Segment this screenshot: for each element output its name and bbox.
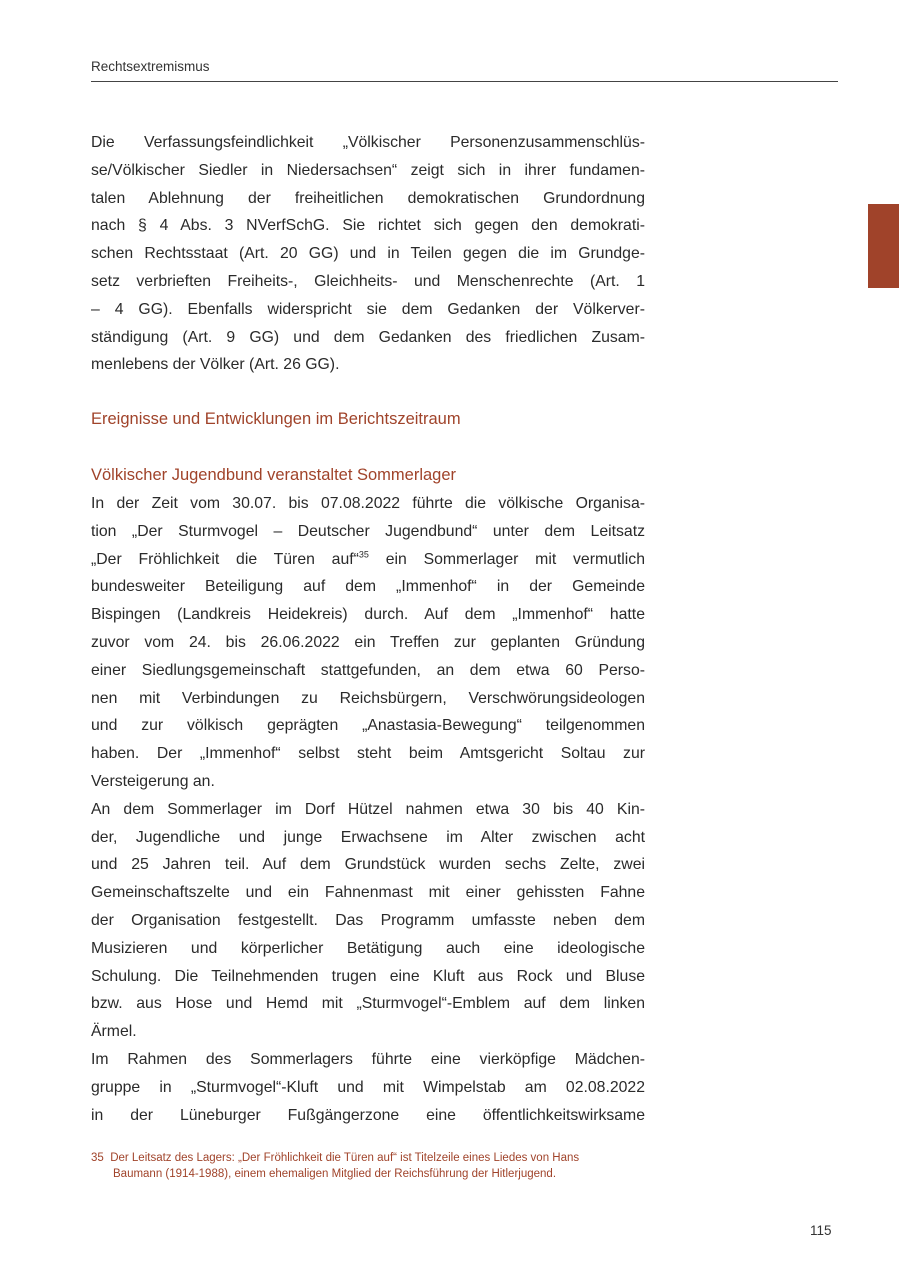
page-number: 115 bbox=[810, 1223, 832, 1238]
text-line: se/Völkischer Siedler in Niedersachsen“ zeigt sich in ihrer fundamen- bbox=[91, 161, 645, 179]
footnote-number: 35 bbox=[91, 1152, 104, 1164]
text-line: In der Zeit vom 30.07. bis 07.08.2022 führte die völkische Organisa- bbox=[91, 495, 645, 512]
chapter-tab-marker bbox=[868, 204, 899, 288]
text-line: nen mit Verbindungen zu Reichsbürgern, Verschwörungsideologen bbox=[91, 689, 645, 707]
text-line: Musizieren und körperlicher Betätigung auch eine ideologische bbox=[91, 939, 645, 957]
text-line: der, Jugendliche und junge Erwachsene im Alter zwischen acht bbox=[91, 828, 645, 846]
text-line: Die Verfassungsfeindlichkeit „Völkischer Personenzusammenschlüs- bbox=[91, 134, 645, 151]
footnote bbox=[91, 1150, 651, 1182]
text-line: Ärmel. bbox=[91, 1023, 137, 1041]
text-line bbox=[91, 546, 645, 574]
text-line: menlebens der Völker (Art. 26 GG). bbox=[91, 356, 340, 374]
text-line: nach § 4 Abs. 3 NVerfSchG. Sie richtet sich gegen den demokrati- bbox=[91, 217, 645, 235]
running-header: Rechtsextremismus bbox=[91, 59, 210, 74]
text-line: zuvor vom 24. bis 26.06.2022 ein Treffen zur geplanten Gründung bbox=[91, 633, 645, 651]
header-rule bbox=[91, 81, 838, 82]
text-line: und zur völkisch geprägten „Anastasia-Bewegung“ teilgenommen bbox=[91, 717, 645, 735]
text-line: setz verbrieften Freiheits-, Gleichheits- und Menschenrechte (Art. 1 bbox=[91, 272, 645, 290]
text-line: Gemeinschaftszelte und ein Fahnenmast mit einer gehissten Fahne bbox=[91, 884, 645, 902]
text-line: bundesweiter Beteiligung auf dem „Immenhof“ in der Gemeinde bbox=[91, 578, 645, 596]
text-line: und 25 Jahren teil. Auf dem Grundstück wurden sechs Zelte, zwei bbox=[91, 856, 645, 874]
subsection-heading: Völkischer Jugendbund veranstaltet Sommerlager bbox=[91, 466, 457, 484]
text-line: haben. Der „Immenhof“ selbst steht beim Amtsgericht Soltau zur bbox=[91, 745, 645, 763]
footnote-text: Der Leitsatz des Lagers: „Der Fröhlichkeit die Türen auf“ ist Titelzeile eines Liedes von Hans bbox=[110, 1152, 580, 1164]
text-line: Im Rahmen des Sommerlagers führte eine vierköpfige Mädchen- bbox=[91, 1050, 645, 1068]
text-line: einer Siedlungsgemeinschaft stattgefunden, an dem etwa 60 Perso- bbox=[91, 661, 645, 679]
text-line: schen Rechtsstaat (Art. 20 GG) und in Teilen gegen die im Grundge- bbox=[91, 245, 645, 263]
text-line: ständigung (Art. 9 GG) und dem Gedanken des friedlichen Zusam- bbox=[91, 328, 645, 346]
text-line: talen Ablehnung der freiheitlichen demokratischen Grundordnung bbox=[91, 189, 645, 207]
text-line: tion „Der Sturmvogel – Deutscher Jugendbund“ unter dem Leitsatz bbox=[91, 522, 645, 540]
text-line: – 4 GG). Ebenfalls widerspricht sie dem Gedanken der Völkerver- bbox=[91, 300, 645, 318]
text-line: An dem Sommerlager im Dorf Hützel nahmen etwa 30 bis 40 Kin- bbox=[91, 800, 645, 818]
text-line: bzw. aus Hose und Hemd mit „Sturmvogel“-Emblem auf dem linken bbox=[91, 995, 645, 1013]
footnote-ref[interactable]: 35 bbox=[358, 549, 369, 560]
text-line: der Organisation festgestellt. Das Programm umfasste neben dem bbox=[91, 911, 645, 929]
text-line: Versteigerung an. bbox=[91, 772, 215, 790]
quote-text: „Der Fröhlichkeit die Türen auf“ bbox=[91, 550, 359, 568]
paragraph-summer-camp bbox=[91, 490, 645, 1129]
text-line: in der Lüneburger Fußgängerzone eine öffentlichkeitswirksame bbox=[91, 1106, 645, 1124]
section-heading: Ereignisse und Entwicklungen im Berichtszeitraum bbox=[91, 410, 461, 428]
footnote-text: Baumann (1914-1988), einem ehemaligen Mitglied der Reichsführung der Hitlerjugend. bbox=[113, 1168, 557, 1180]
text-line: Schulung. Die Teilnehmenden trugen eine Kluft aus Rock und Bluse bbox=[91, 967, 645, 985]
text-line: Bispingen (Landkreis Heidekreis) durch. Auf dem „Immenhof“ hatte bbox=[91, 606, 645, 624]
paragraph-constitution bbox=[91, 129, 645, 379]
text: ein Sommerlager mit vermutlich bbox=[368, 550, 645, 568]
text-line: gruppe in „Sturmvogel“-Kluft und mit Wimpelstab am 02.08.2022 bbox=[91, 1078, 645, 1096]
